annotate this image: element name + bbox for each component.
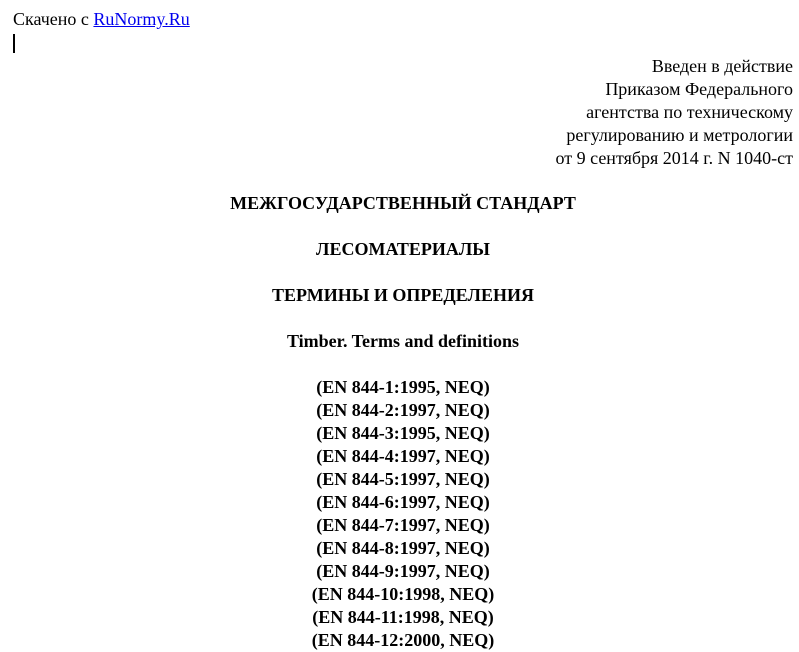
english-title-heading: Timber. Terms and definitions [286,331,520,351]
reference-item: (EN 844-4:1997, NEQ) [316,446,490,466]
text-cursor [13,34,15,53]
enactment-line: агентства по техническому [586,102,793,122]
reference-item: (EN 844-11:1998, NEQ) [312,607,494,627]
enactment-line: Введен в действие [651,56,793,76]
subtitle-heading: ТЕРМИНЫ И ОПРЕДЕЛЕНИЯ [272,285,534,305]
standard-type-heading: МЕЖГОСУДАРСТВЕННЫЙ СТАНДАРТ [230,193,576,213]
runormy-link[interactable]: RuNormy.Ru [93,9,190,29]
enactment-line: регулированию и метрологии [566,125,793,145]
enactment-block [555,55,793,170]
reference-item: (EN 844-3:1995, NEQ) [316,423,490,443]
reference-item: (EN 844-7:1997, NEQ) [316,515,490,535]
reference-item: (EN 844-1:1995, NEQ) [316,377,490,397]
reference-item: (EN 844-10:1998, NEQ) [311,584,495,604]
source-line [13,8,190,30]
subject-heading: ЛЕСОМАТЕРИАЛЫ [316,239,490,259]
reference-item: (EN 844-8:1997, NEQ) [316,538,490,558]
enactment-line: от 9 сентября 2014 г. N 1040-ст [555,148,793,168]
enactment-line: Приказом Федерального [605,79,793,99]
reference-item: (EN 844-9:1997, NEQ) [316,561,490,581]
reference-item: (EN 844-6:1997, NEQ) [316,492,490,512]
reference-item: (EN 844-2:1997, NEQ) [316,400,490,420]
reference-list [0,376,799,652]
reference-item: (EN 844-5:1997, NEQ) [316,469,490,489]
reference-item: (EN 844-12:2000, NEQ) [311,630,495,650]
source-prefix: Скачено с [13,9,89,29]
